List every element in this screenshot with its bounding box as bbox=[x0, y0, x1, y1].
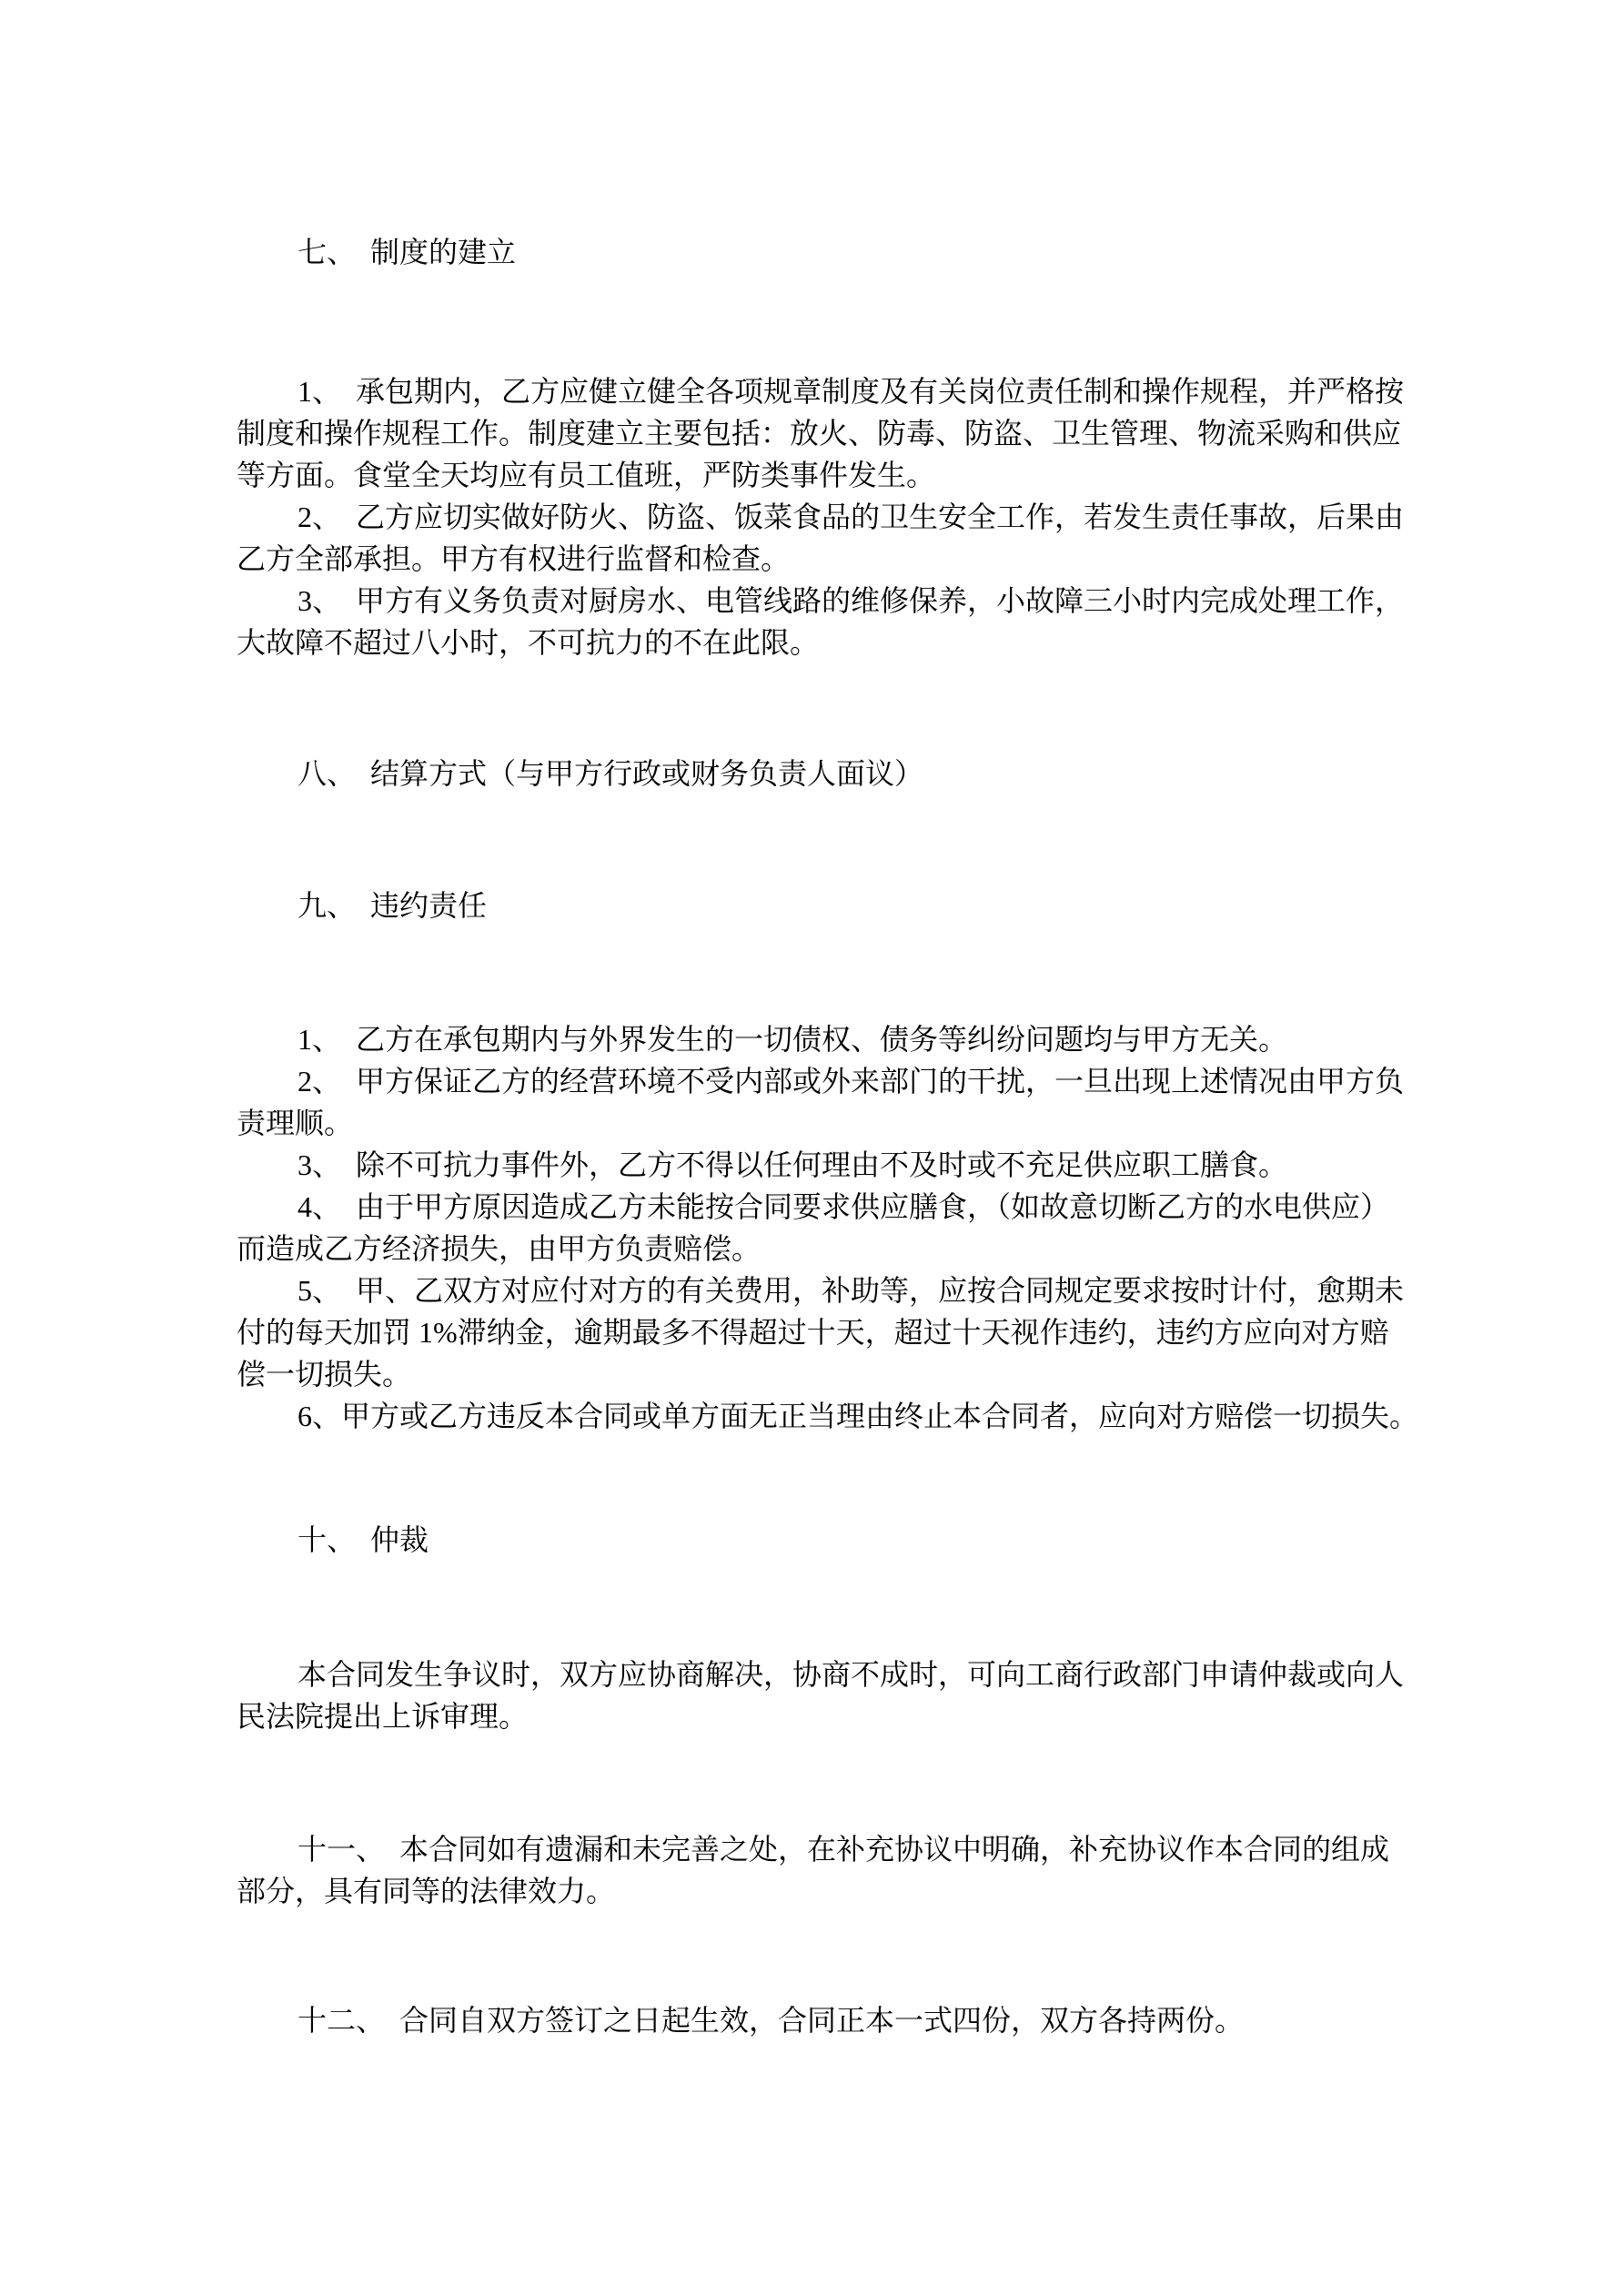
contract-text-block bbox=[237, 231, 1419, 2041]
document-line: 3、 甲方有义务负责对厨房水、电管线路的维修保养，小故障三小时内完成处理工作， bbox=[298, 584, 1405, 617]
document-line: 3、 除不可抗力事件外，乙方不得以任何理由不及时或不充足供应职工膳食。 bbox=[298, 1148, 1288, 1181]
document-line: 1、 乙方在承包期内与外界发生的一切债权、债务等纠纷问题均与甲方无关。 bbox=[298, 1023, 1288, 1056]
heading-section-9: 九、 违约责任 bbox=[298, 889, 488, 922]
document-line: 1、 承包期内，乙方应健立健全各项规章制度及有关岗位责任制和操作规程，并严格按 bbox=[298, 375, 1405, 408]
document-line: 2、 甲方保证乙方的经营环境不受内部或外来部门的干扰，一旦出现上述情况由甲方负 bbox=[298, 1065, 1405, 1097]
document-line: 等方面。食堂全天均应有员工值班，严防类事件发生。 bbox=[237, 459, 936, 491]
document-line: 4、 由于甲方原因造成乙方未能按合同要求供应膳食，（如故意切断乙方的水电供应） bbox=[298, 1190, 1390, 1223]
document-line: 部分，具有同等的法律效力。 bbox=[237, 1875, 616, 1907]
heading-section-8: 八、 结算方式（与甲方行政或财务负责人面议） bbox=[298, 757, 924, 790]
document-line: 乙方全部承担。甲方有权进行监督和检查。 bbox=[237, 542, 791, 575]
document-line: 而造成乙方经济损失，由甲方负责赔偿。 bbox=[237, 1232, 762, 1265]
document-line: 本合同发生争议时，双方应协商解决，协商不成时，可向工商行政部门申请仲裁或向人 bbox=[298, 1658, 1405, 1691]
document-line: 民法院提出上诉审理。 bbox=[237, 1700, 529, 1733]
document-line: 大故障不超过八小时，不可抗力的不在此限。 bbox=[237, 626, 820, 659]
heading-section-12: 十二、 合同自双方签订之日起生效，合同正本一式四份，双方各持两份。 bbox=[298, 2004, 1245, 2037]
document-line: 6、甲方或乙方违反本合同或单方面无正当理由终止本合同者，应向对方赔偿一切损失。 bbox=[298, 1400, 1419, 1432]
heading-section-11: 十一、 本合同如有遗漏和未完善之处，在补充协议中明确，补充协议作本合同的组成 bbox=[298, 1833, 1390, 1866]
document-line: 责理顺。 bbox=[237, 1107, 354, 1139]
heading-section-10: 十、 仲裁 bbox=[298, 1523, 429, 1556]
document-line: 偿一切损失。 bbox=[237, 1358, 412, 1391]
document-line: 制度和操作规程工作。制度建立主要包括：放火、防毒、防盗、卫生管理、物流采购和供应 bbox=[237, 417, 1402, 450]
document-line: 5、 甲、乙双方对应付对方的有关费用，补助等，应按合同规定要求按时计付，愈期未 bbox=[298, 1274, 1405, 1307]
document-line: 2、 乙方应切实做好防火、防盗、饭菜食品的卫生安全工作，若发生责任事故，后果由 bbox=[298, 501, 1405, 533]
document-line: 付的每天加罚 1%滞纳金，逾期最多不得超过十天，超过十天视作违约，违约方应向对方赔 bbox=[237, 1316, 1389, 1349]
heading-section-7: 七、 制度的建立 bbox=[298, 236, 517, 268]
